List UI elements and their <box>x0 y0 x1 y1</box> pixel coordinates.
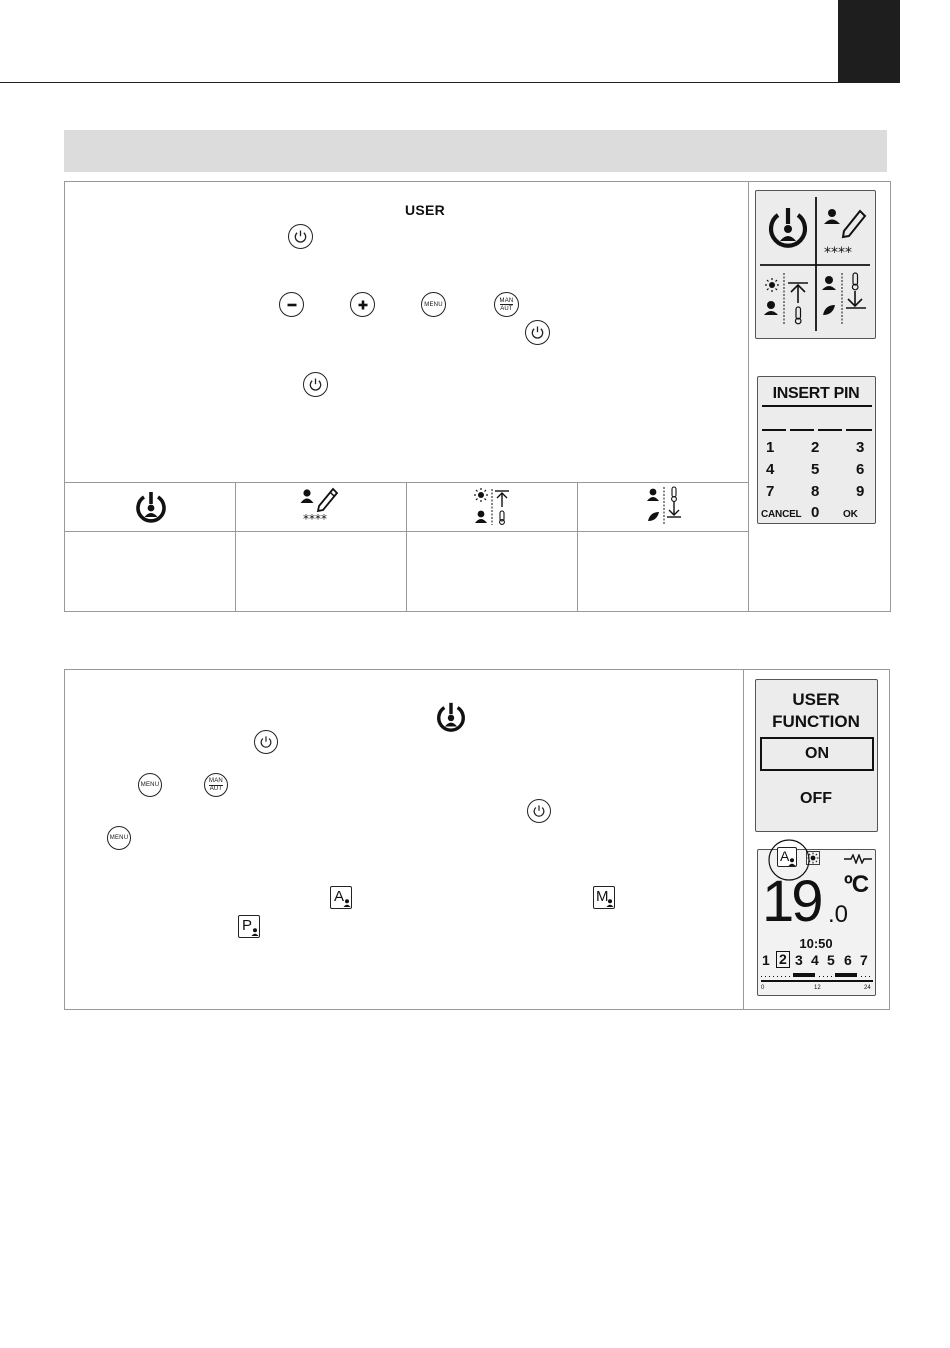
pin-key: 1 <box>766 439 775 456</box>
eco-temp-limit-icon <box>645 485 685 527</box>
day-5: 5 <box>827 952 835 968</box>
pin-ok-label: OK <box>843 509 858 520</box>
day-7: 7 <box>860 952 868 968</box>
lcd-thermostat-screen <box>757 849 876 996</box>
day-3: 3 <box>795 952 803 968</box>
pin-key: 5 <box>811 461 820 478</box>
user-function-title-2: FUNCTION <box>772 712 860 731</box>
pin-key: 7 <box>766 483 775 500</box>
lcd-pin-mask: **** <box>824 245 852 261</box>
pin-key: 6 <box>856 461 865 478</box>
change-pin-icon <box>299 485 343 525</box>
lcd-user-function-screen <box>755 679 878 832</box>
pin-key: 0 <box>811 504 820 521</box>
auto-mode-letter: A <box>780 848 790 864</box>
keyword-user: USER <box>405 202 446 218</box>
power-button-icon <box>527 799 551 823</box>
day-1: 1 <box>762 952 770 968</box>
minus-button-icon <box>279 292 304 317</box>
menu-button-label: MENU <box>424 301 443 308</box>
pin-mask-text: **** <box>303 512 327 525</box>
pin-key: 4 <box>766 461 775 478</box>
user-function-icon <box>133 489 169 525</box>
menu-button-label: MENU <box>109 835 129 841</box>
header-rule <box>0 82 900 83</box>
heating-resistor-icon <box>844 854 872 864</box>
user-function-icon <box>434 700 468 734</box>
day-6: 6 <box>844 952 852 968</box>
lcd-insert-pin-screen <box>757 376 876 524</box>
daily-program-timeline <box>761 970 873 984</box>
day-4: 4 <box>811 952 819 968</box>
off-option-label: OFF <box>800 790 832 807</box>
chapter-tab <box>838 0 900 83</box>
pin-cancel-label: CANCEL <box>761 509 802 520</box>
temperature-integer: 19 <box>762 869 821 934</box>
program-mode-letter: P <box>242 917 253 934</box>
pin-key: 3 <box>856 439 865 456</box>
pin-digit-slot <box>790 429 814 431</box>
on-option-selected <box>760 737 874 771</box>
menu-button-icon <box>138 773 162 797</box>
timeline-label-end: 24 <box>864 985 871 991</box>
timeline-label-mid: 12 <box>814 985 821 991</box>
man-label: MAN <box>209 778 223 784</box>
auto-mode-icon <box>777 847 797 867</box>
table-col-divider <box>235 482 236 612</box>
menu-button-label: MENU <box>140 782 160 788</box>
pin-key: 9 <box>856 483 865 500</box>
aut-label: AUT <box>209 786 223 792</box>
pin-digit-slot <box>762 429 786 431</box>
manual-mode-icon <box>593 886 615 909</box>
auto-mode-icon <box>330 886 352 909</box>
program-mode-icon <box>238 915 260 938</box>
section-heading-band <box>64 130 887 172</box>
menu-button-icon <box>421 292 446 317</box>
sun-icon <box>806 851 820 865</box>
pin-digit-slot <box>846 429 872 431</box>
power-button-icon <box>525 320 550 345</box>
manual-mode-letter: M <box>596 888 609 905</box>
box1-column-divider <box>748 182 749 611</box>
box2-column-divider <box>743 670 744 1009</box>
lcd-user-menu-screen <box>755 190 876 339</box>
table-col-divider <box>406 482 407 612</box>
power-button-icon <box>288 224 313 249</box>
comfort-temp-limit-icon <box>473 487 513 527</box>
day-2-selected: 2 <box>776 951 790 968</box>
power-button-icon <box>254 730 278 754</box>
lcd-user-menu-graphic <box>756 191 874 337</box>
temperature-unit: ºC <box>844 871 869 898</box>
on-option-label: ON <box>805 745 829 762</box>
pin-key: 2 <box>811 439 820 456</box>
auto-mode-letter: A <box>334 888 345 905</box>
plus-button-icon <box>350 292 375 317</box>
man-label: MAN <box>499 297 514 304</box>
table-col-divider <box>577 482 578 612</box>
man-aut-button-icon <box>494 292 519 317</box>
pin-key: 8 <box>811 483 820 500</box>
clock-time: 10:50 <box>799 936 833 951</box>
pin-title-underline <box>762 405 872 407</box>
temperature-decimal: .0 <box>828 901 849 928</box>
power-button-icon <box>303 372 328 397</box>
menu-button-icon <box>107 826 131 850</box>
timeline-label-start: 0 <box>761 985 765 991</box>
man-aut-button-icon <box>204 773 228 797</box>
insert-pin-title: INSERT PIN <box>772 385 860 402</box>
aut-label: AUT <box>500 305 513 312</box>
user-function-title-1: USER <box>792 690 840 709</box>
pin-digit-slot <box>818 429 842 431</box>
